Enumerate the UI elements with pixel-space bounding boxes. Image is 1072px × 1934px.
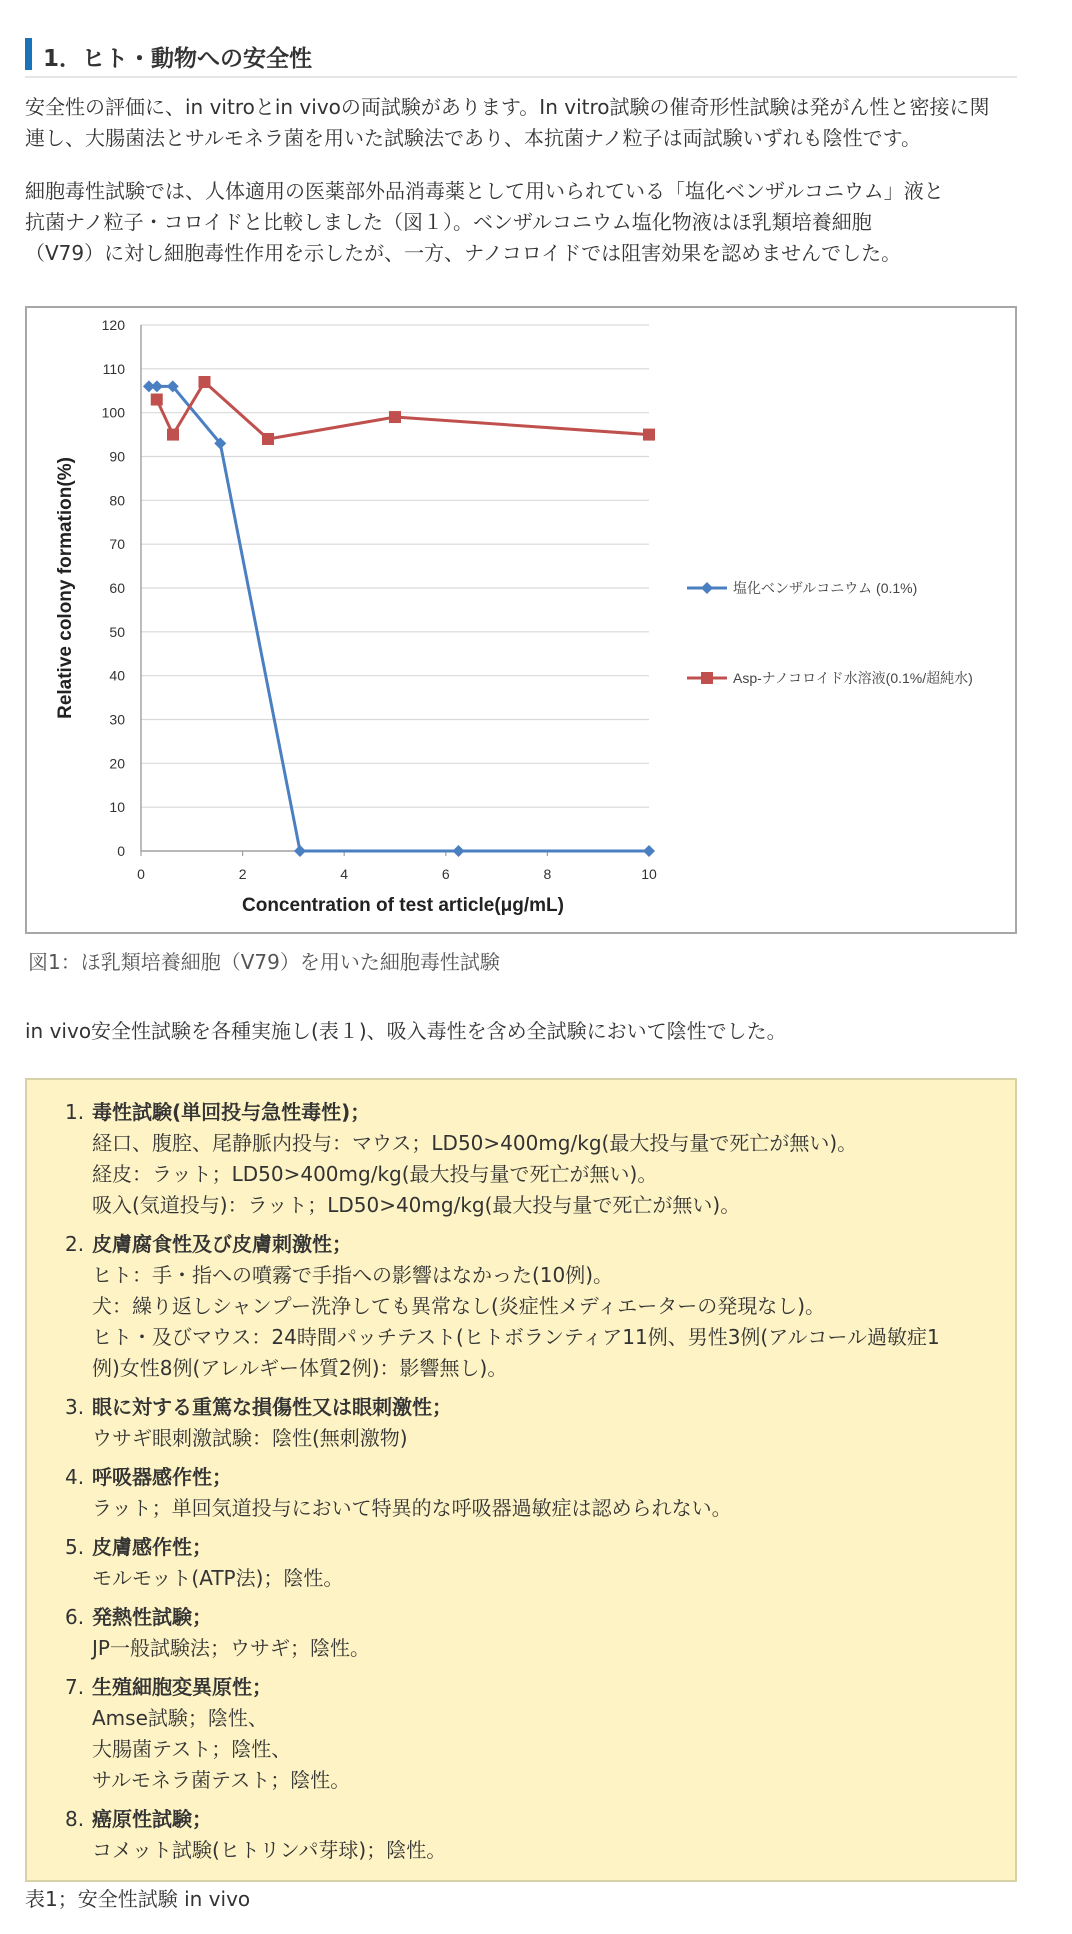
test-detail-line: ウサギ眼刺激試験：陰性(無刺激物) <box>92 1426 408 1450</box>
test-detail-line: 犬：繰り返しシャンプー洗浄しても異常なし(炎症性メディエーターの発現なし)。 <box>92 1294 826 1318</box>
test-item <box>65 1229 1005 1384</box>
test-title <box>65 1672 1005 1703</box>
y-tick-label: 40 <box>109 667 125 684</box>
test-item <box>65 1392 1005 1454</box>
cytotoxicity-line: （V79）に対し細胞毒性作用を示したが、一方、ナノコロイドでは阻害効果を認めませんでした。 <box>25 241 902 265</box>
cytotoxicity-line: 細胞毒性試験では、人体適用の医薬部外品消毒薬として用いられている「塩化ベンザルコニウム」液と <box>25 179 944 203</box>
y-tick-label: 120 <box>101 317 125 333</box>
data-point <box>294 845 306 857</box>
test-detail-line: JP一般試験法；ウサギ；陰性。 <box>92 1636 370 1660</box>
test-title-text: 皮膚感作性； <box>92 1535 212 1559</box>
cytotoxicity-line: 抗菌ナノ粒子・コロイドと比較しました（図１）。ベンザルコニウム塩化物液はほ乳類培養細胞 <box>25 210 872 234</box>
figure-caption: 図1：ほ乳類培養細胞（V79）を用いた細胞毒性試験 <box>28 950 500 974</box>
test-item <box>65 1532 1005 1594</box>
test-item <box>65 1462 1005 1524</box>
heading-accent-bar <box>25 38 32 70</box>
test-title <box>65 1602 1005 1633</box>
test-title-text: 癌原性試験； <box>92 1807 212 1831</box>
test-item <box>65 1602 1005 1664</box>
chart-canvas <box>27 308 1015 932</box>
test-title-text: 呼吸器感作性； <box>92 1465 232 1489</box>
test-number: 4. <box>65 1465 85 1489</box>
y-tick-label: 90 <box>109 448 125 465</box>
test-detail-line: モルモット(ATP法)；陰性。 <box>92 1566 344 1590</box>
test-title-text: 発熱性試験； <box>92 1605 212 1629</box>
test-item <box>65 1804 1005 1866</box>
test-number: 7. <box>65 1675 85 1699</box>
cytotoxicity-paragraph <box>25 176 1025 269</box>
y-tick-label: 10 <box>109 799 125 816</box>
test-number: 3. <box>65 1395 85 1419</box>
table-caption: 表1；安全性試験 in vivo <box>25 1887 251 1911</box>
cytotoxicity-chart <box>25 306 1017 934</box>
test-detail-line: コメット試験(ヒトリンパ芽球)；陰性。 <box>92 1838 447 1862</box>
y-tick-label: 70 <box>109 536 125 553</box>
test-item <box>65 1097 1005 1221</box>
x-axis-label: Concentration of test article(μg/mL) <box>242 895 564 916</box>
test-detail-line: 経口、腹腔、尾静脈内投与：マウス；LD50>400mg/kg(最大投与量で死亡が無い)。 <box>92 1131 858 1155</box>
test-detail-line: ヒト・及びマウス：24時間パッチテスト(ヒトボランティア11例、男性3例(アルコール過敏症1 <box>92 1325 940 1349</box>
test-detail-line: ヒト：手・指への噴霧で手指への影響はなかった(10例)。 <box>92 1263 614 1287</box>
series-line <box>157 382 649 439</box>
legend-marker <box>701 672 713 684</box>
data-point <box>643 429 655 441</box>
test-title <box>65 1462 1005 1493</box>
test-title <box>65 1097 1005 1128</box>
legend-marker <box>701 582 713 594</box>
test-detail-line: ラット；単回気道投与において特異的な呼吸器過敏症は認められない。 <box>92 1496 732 1520</box>
in-vivo-paragraph: in vivo安全性試験を各種実施し(表１)、吸入毒性を含め全試験において陰性でした。 <box>25 1019 787 1043</box>
y-tick-label: 80 <box>109 492 125 509</box>
test-title-text: 眼に対する重篤な損傷性又は眼刺激性； <box>92 1395 452 1419</box>
test-number: 1. <box>65 1100 85 1124</box>
legend-label: 塩化ベンザルコニウム (0.1%) <box>733 580 918 596</box>
test-title <box>65 1532 1005 1563</box>
data-point <box>643 845 655 857</box>
test-detail-line: 経皮：ラット；LD50>400mg/kg(最大投与量で死亡が無い)。 <box>92 1162 658 1186</box>
y-tick-label: 0 <box>117 843 125 859</box>
test-detail-line: 例)女性8例(アレルギー体質2例)：影響無し)。 <box>92 1356 508 1380</box>
data-point <box>151 380 163 392</box>
test-title <box>65 1392 1005 1423</box>
data-point <box>167 429 179 441</box>
section-title: 1．ヒト・動物への安全性 <box>43 46 313 72</box>
test-number: 8. <box>65 1807 85 1831</box>
intro-paragraph <box>25 92 1025 154</box>
legend-label: Asp-ナノコロイド水溶液(0.1%/超純水) <box>733 670 973 686</box>
y-axis-label: Relative colony formation(%) <box>55 457 76 719</box>
test-number: 5. <box>65 1535 85 1559</box>
in-vivo-test-table <box>25 1078 1017 1882</box>
data-point <box>151 394 163 406</box>
section-heading <box>25 38 1017 78</box>
test-title <box>65 1229 1005 1260</box>
x-tick-label: 2 <box>238 866 247 882</box>
y-tick-label: 60 <box>109 580 125 596</box>
data-point <box>262 433 274 445</box>
data-point <box>389 411 401 423</box>
y-tick-label: 50 <box>109 623 125 640</box>
test-title-text: 生殖細胞変異原性； <box>92 1675 272 1699</box>
x-tick-label: 10 <box>641 866 657 882</box>
intro-line: 連し、大腸菌法とサルモネラ菌を用いた試験法であり、本抗菌ナノ粒子は両試験いずれも陰性です。 <box>25 126 921 150</box>
test-detail-line: 大腸菌テスト；陰性、 <box>92 1737 292 1761</box>
test-item <box>65 1672 1005 1796</box>
test-title <box>65 1804 1005 1835</box>
test-detail-line: 吸入(気道投与)：ラット；LD50>40mg/kg(最大投与量で死亡が無い)。 <box>92 1193 741 1217</box>
test-title-text: 皮膚腐食性及び皮膚刺激性； <box>92 1232 352 1256</box>
test-detail-line: サルモネラ菌テスト；陰性。 <box>92 1768 351 1792</box>
test-list <box>65 1097 1005 1874</box>
data-point <box>199 376 211 388</box>
y-tick-label: 30 <box>109 711 125 728</box>
y-tick-label: 20 <box>109 755 125 772</box>
test-title-text: 毒性試験(単回投与急性毒性)； <box>92 1100 371 1124</box>
test-number: 6. <box>65 1605 85 1629</box>
intro-line: 安全性の評価に、in vitroとin vivoの両試験があります。In vitro試験の催奇形性試験は発がん性と密接に関 <box>25 95 990 119</box>
x-tick-label: 6 <box>441 866 450 882</box>
test-number: 2. <box>65 1232 85 1256</box>
y-tick-label: 100 <box>101 404 125 421</box>
data-point <box>453 845 465 857</box>
test-detail-line: Amse試験；陰性、 <box>92 1706 268 1730</box>
y-tick-label: 110 <box>102 360 125 377</box>
x-tick-label: 8 <box>543 866 552 882</box>
x-tick-label: 0 <box>137 866 145 882</box>
x-tick-label: 4 <box>340 866 349 882</box>
